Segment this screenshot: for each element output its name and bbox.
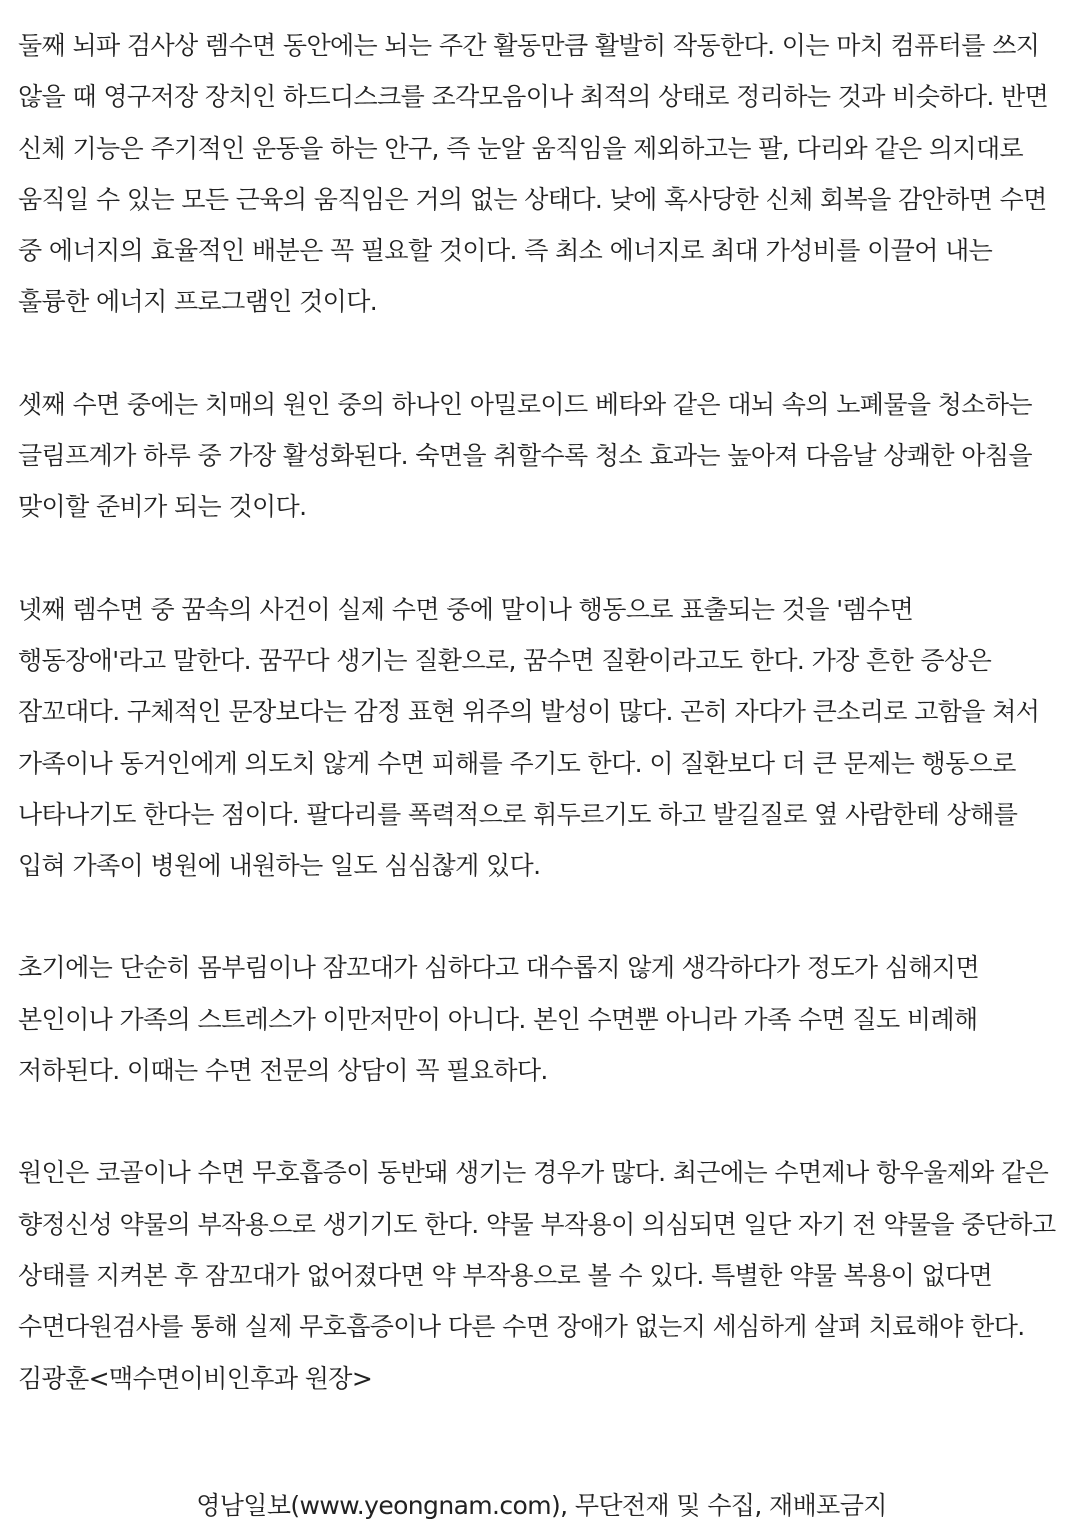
copyright-notice: 영남일보(www.yeongnam.com), 무단전재 및 수집, 재배포금지 (196, 1491, 887, 1520)
paragraph-early-symptoms: 초기에는 단순히 몸부림이나 잠꼬대가 심하다고 대수롭지 않게 생각하다가 정도가 심해지면 본인이나 가족의 스트레스가 이만저만이 아니다. 본인 수면뿐 아니라 가족 수면 질도 비례해 저하된다. 이때는 수면 전문의 상담이 꼭 필요하다. (18, 953, 980, 1086)
author-byline: 김광훈<맥수면이비인후과 원장> (18, 1363, 373, 1393)
paragraph-fourth-point: 넷째 렘수면 중 꿈속의 사건이 실제 수면 중에 말이나 행동으로 표출되는 것을 '렘수면 행동장애'라고 말한다. 꿈꾸다 생기는 질환으로, 꿈수면 질환이라고도 한다. 가장 흔한 증상은 잠꼬대다. 구체적인 문장보다는 감정 표현 위주의 발성이 많다. 곤히 자다가 큰소리로 고함을 쳐서 가족이나 동거인에게 의도치 않게 수면 피해를 주기도 한다. 이 질환보다 더 큰 문제는 행동으로 나타나기도 한다는 점이다. 팔다리를 폭력적으로 휘두르기도 하고 발길질로 옆 사람한테 상해를 입혀 가족이 병원에 내원하는 일도 심심찮게 있다. (18, 594, 1040, 881)
paragraph-second-point: 둘째 뇌파 검사상 렘수면 동안에는 뇌는 주간 활동만큼 활발히 작동한다. 이는 마치 컴퓨터를 쓰지 않을 때 영구저장 장치인 하드디스크를 조각모음이나 최적의 상태로 정리하는 것과 비슷하다. 반면 신체 기능은 주기적인 운동을 하는 안구, 즉 눈알 움직임을 제외하고는 팔, 다리와 같은 의지대로 움직일 수 있는 모든 근육의 움직임은 거의 없는 상태다. 낮에 혹사당한 신체 회복을 감안하면 수면 중 에너지의 효율적인 배분은 꼭 필요할 것이다. 즉 최소 에너지로 최대 가성비를 이끌어 내는 훌륭한 에너지 프로그램인 것이다. (18, 31, 1049, 317)
article-body (18, 20, 1068, 1404)
paragraph-third-point: 셋째 수면 중에는 치매의 원인 중의 하나인 아밀로이드 베타와 같은 대뇌 속의 노폐물을 청소하는 글림프계가 하루 중 가장 활성화된다. 숙면을 취할수록 청소 효과는 높아져 다음날 상쾌한 아침을 맞이할 준비가 되는 것이다. (18, 389, 1032, 522)
paragraph-causes: 원인은 코골이나 수면 무호흡증이 동반돼 생기는 경우가 많다. 최근에는 수면제나 항우울제와 같은 향정신성 약물의 부작용으로 생기기도 한다. 약물 부작용이 의심되면 일단 자기 전 약물을 중단하고 상태를 지켜본 후 잠꼬대가 없어졌다면 약 부작용으로 볼 수 있다. 특별한 약물 복용이 없다면 수면다원검사를 통해 실제 무호흡증이나 다른 수면 장애가 없는지 세심하게 살펴 치료해야 한다. (18, 1158, 1056, 1342)
